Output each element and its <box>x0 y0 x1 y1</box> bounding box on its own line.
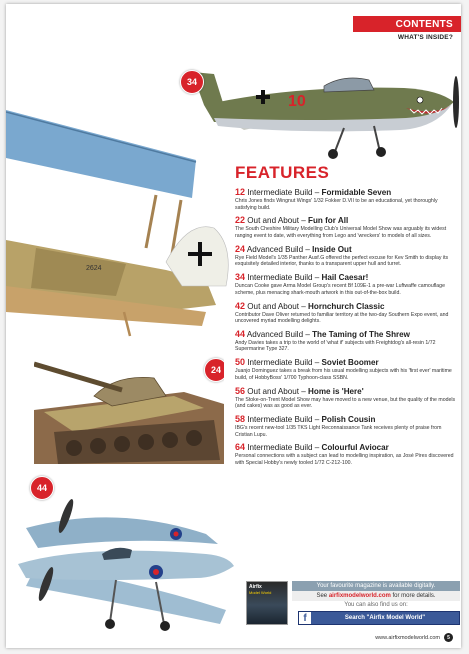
page-badge-34: 34 <box>180 70 204 94</box>
feature-desc: Contributor Dave Oliver returned to familiar territory at the two-day Southern Expo event, and uncovered myriad modelling delights. <box>235 311 449 325</box>
feature-item[interactable]: 44 Advanced Build – The Taming of The Shrew Andy Davies takes a trip to the world of 'what if' subjects with Freightdog's all-resin 1/72 Supermarine Type 327. <box>235 329 457 353</box>
feature-title: Colourful Aviocar <box>321 443 389 453</box>
cover-logo-sub: Model World <box>249 590 272 595</box>
facebook-search-label: Search "Airfix Model World" <box>344 615 426 621</box>
fuselage-number: 10 <box>288 93 306 110</box>
page-number: 5 <box>444 633 453 642</box>
feature-title: The Taming of The Shrew <box>312 329 410 339</box>
fokker-photo <box>6 50 236 340</box>
feature-desc: The Stoke-on-Trent Model Show may have moved to a new venue, but the quality of the models (and cakes) was as good as ever. <box>235 396 456 410</box>
feature-category: Advanced Build <box>246 329 304 339</box>
page-badge-44: 44 <box>30 476 54 500</box>
feature-page: 44 <box>235 328 246 339</box>
feature-desc: Duncan Cooke gave Arma Model Group's recent Bf 109E-1 a pre-war Luftwaffe camouflage scheme, plus menacing shark-mouth artwork in this out-of-the-box build. <box>235 283 445 296</box>
contents-label: CONTENTS <box>353 16 461 32</box>
feature-title: Hornchurch Classic <box>308 301 385 311</box>
feature-item[interactable]: 22 Out and About – Fun for All The South Cheshire Military Modelling Club's Universal Model Show was arguably its widest ranging event to date, with everything from Lego and 'wreckers' to models of all sizes. <box>235 215 457 239</box>
feature-item[interactable]: 34 Intermediate Build – Hail Caesar! Duncan Cooke gave Arma Model Group's recent Bf 109E-1 a pre-war Luftwaffe camouflage scheme, plus menacing shark-mouth artwork in this out-of-the-box build. <box>235 272 457 296</box>
feature-title: Home is 'Here' <box>308 386 364 396</box>
feature-item[interactable]: 50 Intermediate Build – Soviet Boomer Juanjo Dominguez takes a break from his usual modelling subjects with his 'first ever' maritime build, of HobbyBoss' 1/700 Typhoon-class SSBN. <box>235 357 457 381</box>
digital-notice: Your favourite magazine is available digitally. <box>292 581 460 591</box>
feature-page: 42 <box>235 300 246 311</box>
fokker-serial: 2624 <box>86 265 102 272</box>
feature-title: Polish Cousin <box>321 415 376 424</box>
panther-tank-photo <box>34 352 224 464</box>
feature-item[interactable]: 12 Intermediate Build – Formidable Seven Chris Jones finds Wingnut Wings' 1/32 Fokker D.VII to be an educational, yet thoroughly satisfying build. <box>235 187 457 211</box>
feature-desc: Andy Davies takes a trip to the world of 'what if' subjects with Freightdog's all-resin 1/72 Supermarine Type 327. <box>235 339 436 353</box>
feature-item[interactable]: 56 Out and About – Home is 'Here' The Stoke-on-Trent Model Show may have moved to a new venue, but the quality of the models (and cakes) was as good as ever. <box>235 385 456 410</box>
feature-category: Out and About <box>247 386 300 396</box>
feature-category: Intermediate Build <box>247 273 313 283</box>
feature-title: Fun for All <box>308 216 349 226</box>
feature-item[interactable]: 42 Out and About – Hornchurch Classic Contributor Dave Oliver returned to familiar territory at the two-day Southern Expo event, and uncovered myriad modelling delights. <box>235 301 457 325</box>
feature-page: 50 <box>235 357 246 368</box>
feature-page: 22 <box>235 215 246 226</box>
page-footer <box>375 633 453 642</box>
feature-page: 64 <box>235 442 246 453</box>
feature-category: Intermediate Build <box>247 358 313 368</box>
website-link[interactable]: airfixmodelworld.com <box>328 593 391 599</box>
feature-desc: IBG's recent new-tool 1/35 TKS Light Reconnaissance Tank receives plenty of praise from Cristian Lupu. <box>235 425 442 438</box>
feature-desc: Juanjo Dominguez takes a break from his usual modelling subjects with his 'first ever' maritime build, of HobbyBoss' 1/700 Typhoon-class SSBN. <box>235 368 452 381</box>
footer-url[interactable]: www.airfixmodelworld.com <box>375 634 440 641</box>
feature-item[interactable]: 64 Intermediate Build – Colourful Aviocar Personal connections with a subject can lead to modelling inspiration, as José Pires discovered with Special Hobby's newly tooled 1/72 C-212-100. <box>235 442 457 466</box>
feature-desc: Rye Field Model's 1/35 Panther Ausf.G offered the perfect excuse for Kev Smith to display its exquisitely detailed interior, thanks to a transparent upper hull and turret. <box>235 254 449 268</box>
page-badge-24: 24 <box>204 358 224 382</box>
feature-title: Inside Out <box>312 244 352 254</box>
feature-title: Formidable Seven <box>321 188 392 197</box>
features-title: FEATURES <box>235 163 330 182</box>
features-list <box>235 187 457 471</box>
social-notice: You can also find us on: <box>344 602 408 608</box>
feature-desc: Personal connections with a subject can lead to modelling inspiration, as José Pires discovered with Special Hobby's newly tooled 1/72 C-212-100. <box>235 453 454 466</box>
magazine-page <box>6 4 461 648</box>
feature-category: Intermediate Build <box>247 443 313 453</box>
facebook-search-button[interactable] <box>298 611 460 625</box>
magazine-cover-thumbnail[interactable] <box>246 581 288 625</box>
feature-category: Out and About <box>247 216 300 226</box>
website-notice: See airfixmodelworld.com for more details. <box>292 591 460 601</box>
feature-title: Hail Caesar! <box>321 273 369 283</box>
contents-header <box>353 16 461 50</box>
contents-subtitle: WHAT'S INSIDE? <box>397 34 453 41</box>
feature-page: 24 <box>235 243 246 254</box>
feature-page: 56 <box>235 385 246 396</box>
feature-item[interactable]: 24 Advanced Build – Inside Out Rye Field Model's 1/35 Panther Ausf.G offered the perfect excuse for Kev Smith to display its exquisitely detailed interior, thanks to a transparent upper hull and turret. <box>235 244 457 268</box>
feature-desc: The South Cheshire Military Modelling Club's Universal Model Show was arguably its widest ranging event to date, with everything from Lego and 'wreckers' to models of all sizes. <box>235 226 447 239</box>
feature-category: Intermediate Build <box>247 188 313 197</box>
cover-logo: Airfix <box>249 584 262 590</box>
feature-page: 34 <box>235 272 246 283</box>
feature-title: Soviet Boomer <box>321 358 379 368</box>
supermarine-photo <box>6 474 238 642</box>
digital-edition-ad <box>246 581 460 623</box>
facebook-icon: f <box>299 612 311 624</box>
feature-category: Intermediate Build <box>247 415 313 424</box>
feature-page: 58 <box>235 414 246 424</box>
feature-item[interactable]: 58 Intermediate Build – Polish Cousin IBG's recent new-tool 1/35 TKS Light Reconnaissance Tank receives plenty of praise from Cristian Lupu. <box>235 414 457 438</box>
feature-desc: Chris Jones finds Wingnut Wings' 1/32 Fokker D.VII to be an educational, yet thoroughly satisfying build. <box>235 198 438 211</box>
feature-category: Out and About <box>247 301 300 311</box>
feature-page: 12 <box>235 187 246 197</box>
feature-category: Advanced Build <box>246 244 304 254</box>
